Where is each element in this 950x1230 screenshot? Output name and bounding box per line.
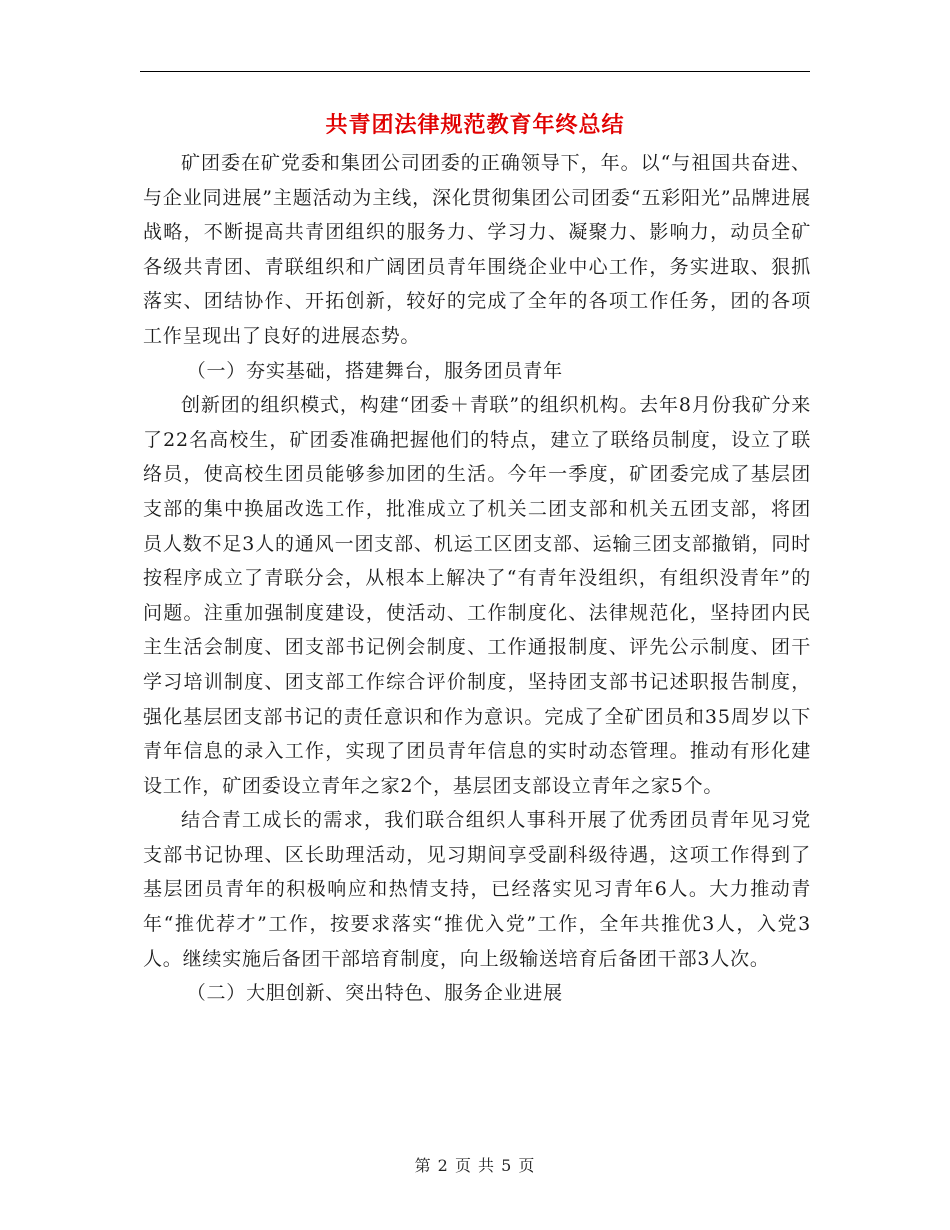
paragraph-intro: 矿团委在矿党委和集团公司团委的正确领导下，年。以“与祖国共奋进、与企业同进展”主题活动为主线，深化贯彻集团公司团委“五彩阳光”品牌进展战略，不断提高共青团组织的服务力、学习力、凝聚力、影响力，动员全矿各级共青团、青联组织和广阔团员青年围绕企业中心工作，务实进取、狠抓落实、团结协作、开拓创新，较好的完成了全年的各项工作任务，团的各项工作呈现出了良好的进展态势。 xyxy=(143,152,811,347)
page-number-footer: 第 2 页 共 5 页 xyxy=(414,1156,536,1175)
header-rule xyxy=(140,71,810,72)
paragraph-organization: 创新团的组织模式，构建“团委＋青联”的组织机构。去年8月份我矿分来了22名高校生，矿团委准确把握他们的特点，建立了联络员制度，设立了联络员，使高校生团员能够参加团的生活。今年一季度，矿团委完成了基层团支部的集中换届改选工作，批准成立了机关二团支部和机关五团支部，将团员人数不足3人的通风一团支部、机运工区团支部、运输三团支部撤销，同时按程序成立了青联分会，从根本上解决了“有青年没组织，有组织没青年”的问题。注重加强制度建设，使活动、工作制度化、法律规范化，坚持团内民主生活会制度、团支部书记例会制度、工作通报制度、评先公示制度、团干学习培训制度、团支部工作综合评价制度，坚持团支部书记述职报告制度，强化基层团支部书记的责任意识和作为意识。完成了全矿团员和35周岁以下青年信息的录入工作，实现了团员青年信息的实时动态管理。推动有形化建设工作，矿团委设立青年之家2个，基层团支部设立青年之家5个。 xyxy=(143,394,811,797)
paragraph-growth: 结合青工成长的需求，我们联合组织人事科开展了优秀团员青年见习党支部书记协理、区长助理活动，见习期间享受副科级待遇，这项工作得到了基层团员青年的积极响应和热情支持，已经落实见习青年6人。大力推动青年“推优荐才”工作，按要求落实“推优入党”工作，全年共推优3人，入党3人。继续实施后备团干部培育制度，向上级输送培育后备团干部3人次。 xyxy=(143,809,811,970)
document-body xyxy=(143,146,811,1011)
section-heading-1: （一）夯实基础，搭建舞台，服务团员青年 xyxy=(186,359,563,382)
section-heading-2: （二）大胆创新、突出特色、服务企业进展 xyxy=(186,982,563,1005)
document-title: 共青团法律规范教育年终总结 xyxy=(325,112,625,138)
